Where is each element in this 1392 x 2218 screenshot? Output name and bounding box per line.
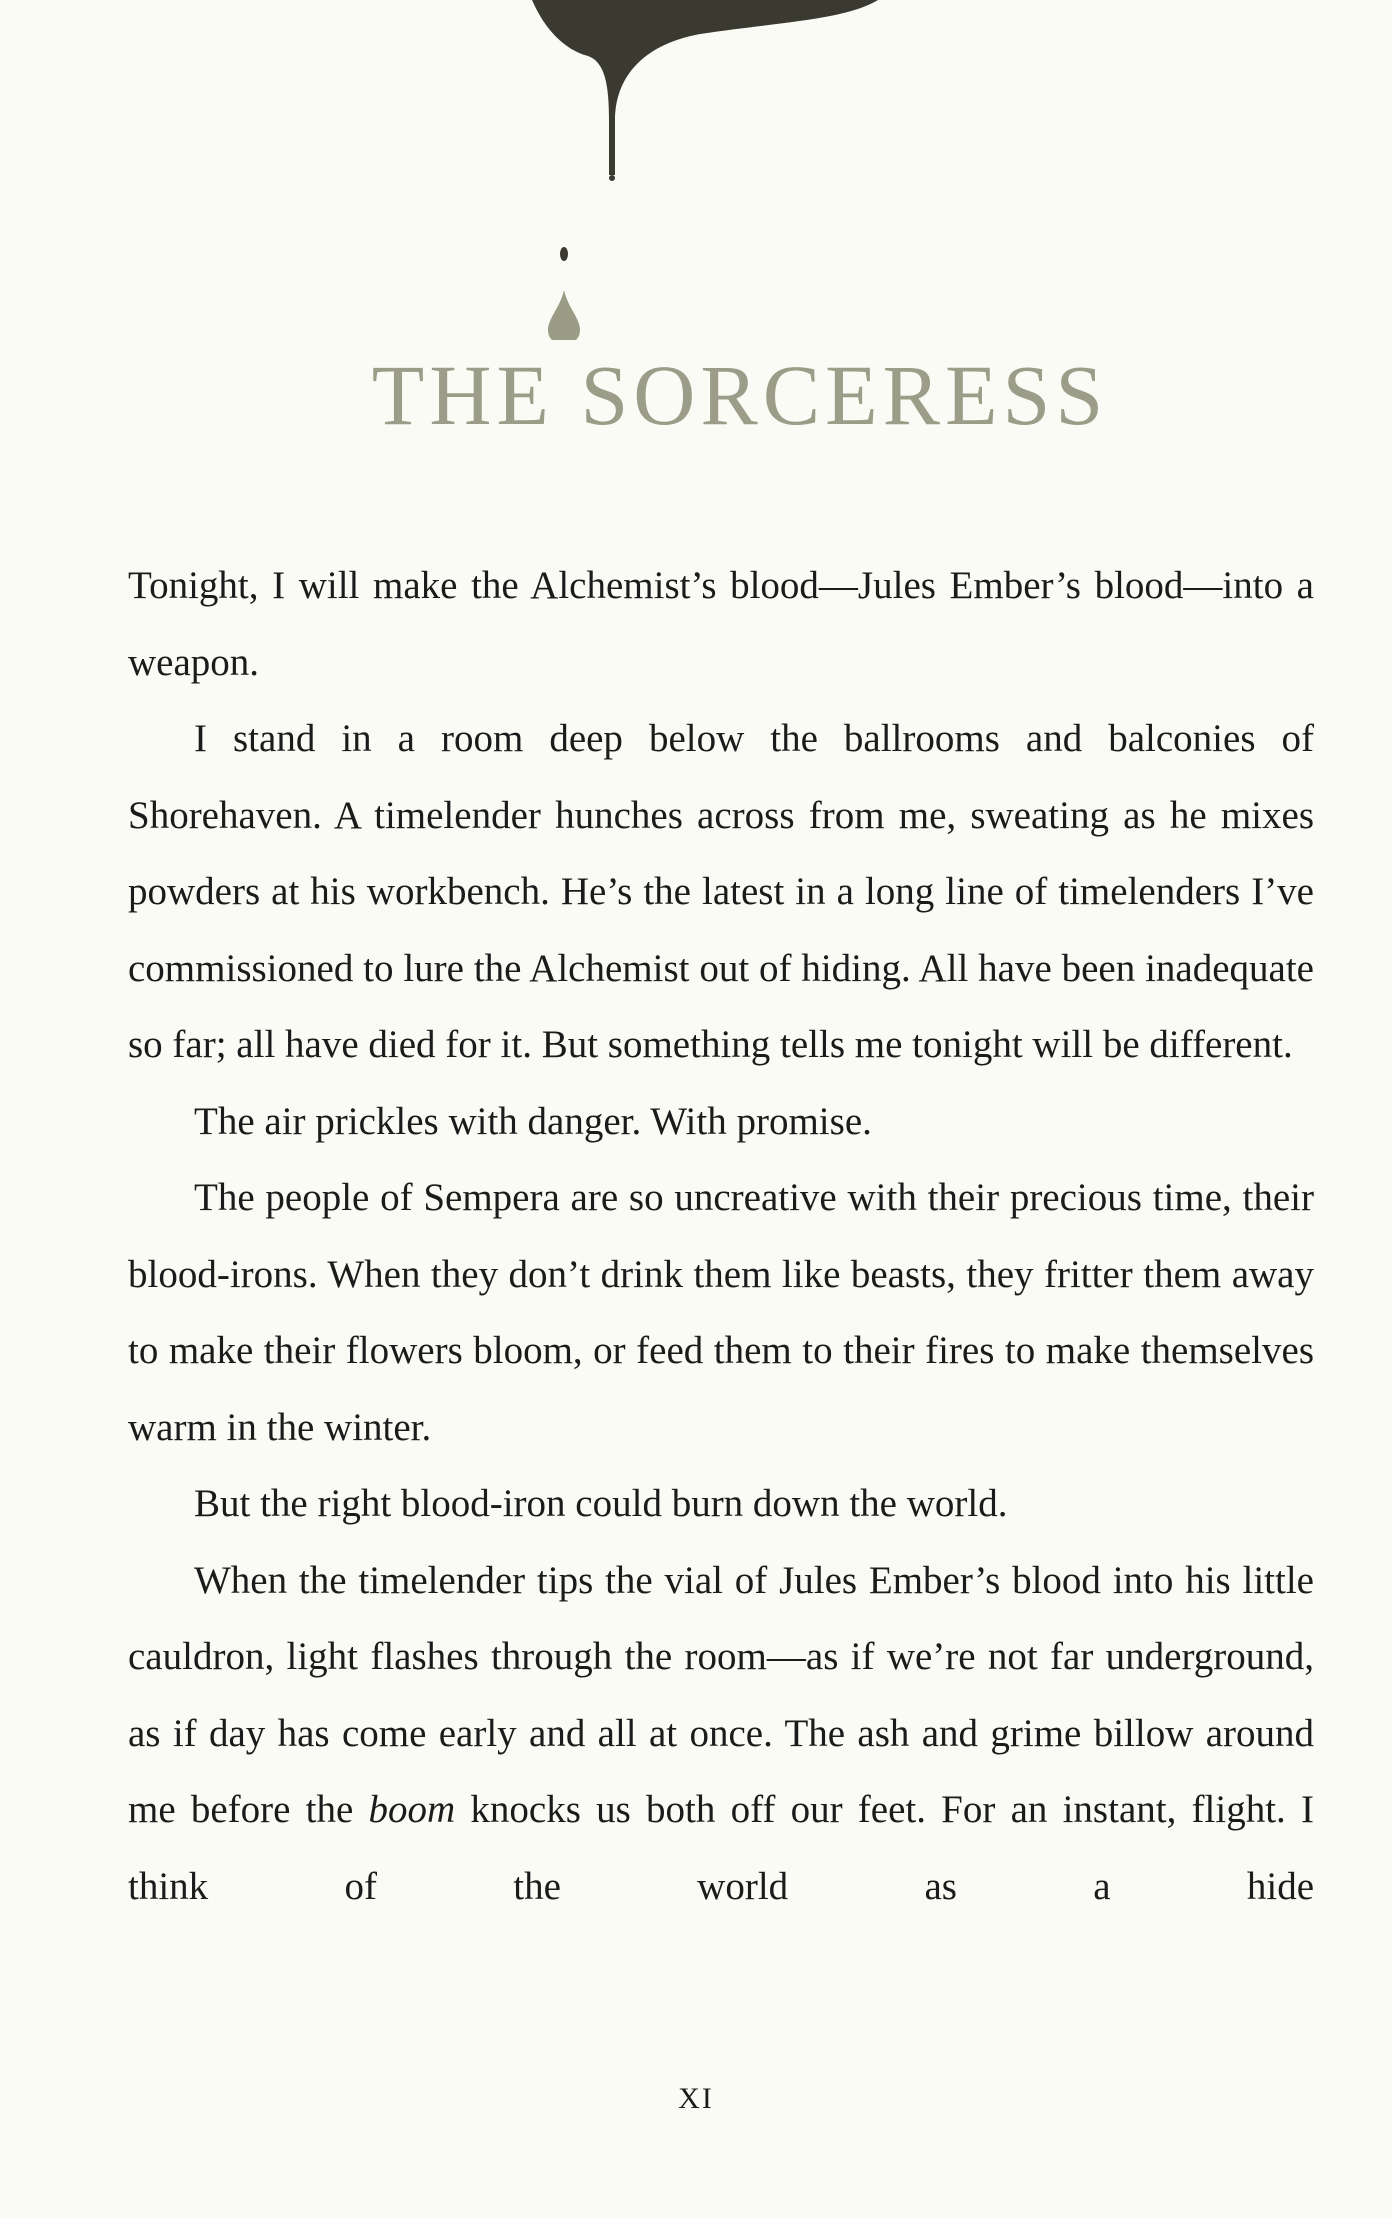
paragraph-2: I stand in a room deep below the ballrooms and balconies of Shorehaven. A timelender hunches across from me, sweating as he mixes powders at his workbench. He’s the latest in a long line of timelenders I’ve commissioned to lure the Alchemist out of hiding. All have been inadequate so far; all have died for it. But something tells me tonight will be different. <box>128 717 1314 1066</box>
paragraph-6 <box>128 1543 1314 1926</box>
paragraph-6-text-after: knocks us both off our feet. For an instant, flight. I think of the world as a hide <box>128 1788 1315 1908</box>
chapter-title: THE SORCERESS <box>371 347 1109 443</box>
paragraph-4: The people of Sempera are so uncreative with their precious time, their blood-irons. When they don’t drink them like beasts, they fritter them away to make their flowers bloom, or feed them to their fires to make themselves warm in the winter. <box>128 1176 1314 1449</box>
chapter-body <box>128 548 1314 1925</box>
ink-drip-ornament <box>0 0 1392 340</box>
paragraph-6-text-before: When the timelender tips the vial of Jules Ember’s blood into his little cauldron, light flashes through the room—as if we’re not far underground, as if day has come early and all at once. The ash and grime billow around me before the <box>128 1558 1314 1831</box>
ink-splash-shape <box>532 0 878 175</box>
small-ink-drop <box>560 247 568 261</box>
blood-drop-icon <box>548 290 580 340</box>
ink-thread-tip <box>609 175 615 181</box>
page-number: XI <box>678 2082 714 2115</box>
paragraph-1: Tonight, I will make the Alchemist’s blood—Jules Ember’s blood—into a weapon. <box>128 564 1314 684</box>
emphasized-word: boom <box>368 1788 456 1831</box>
paragraph-5: But the right blood-iron could burn down the world. <box>194 1482 1008 1525</box>
paragraph-3: The air prickles with danger. With promise. <box>194 1099 872 1143</box>
